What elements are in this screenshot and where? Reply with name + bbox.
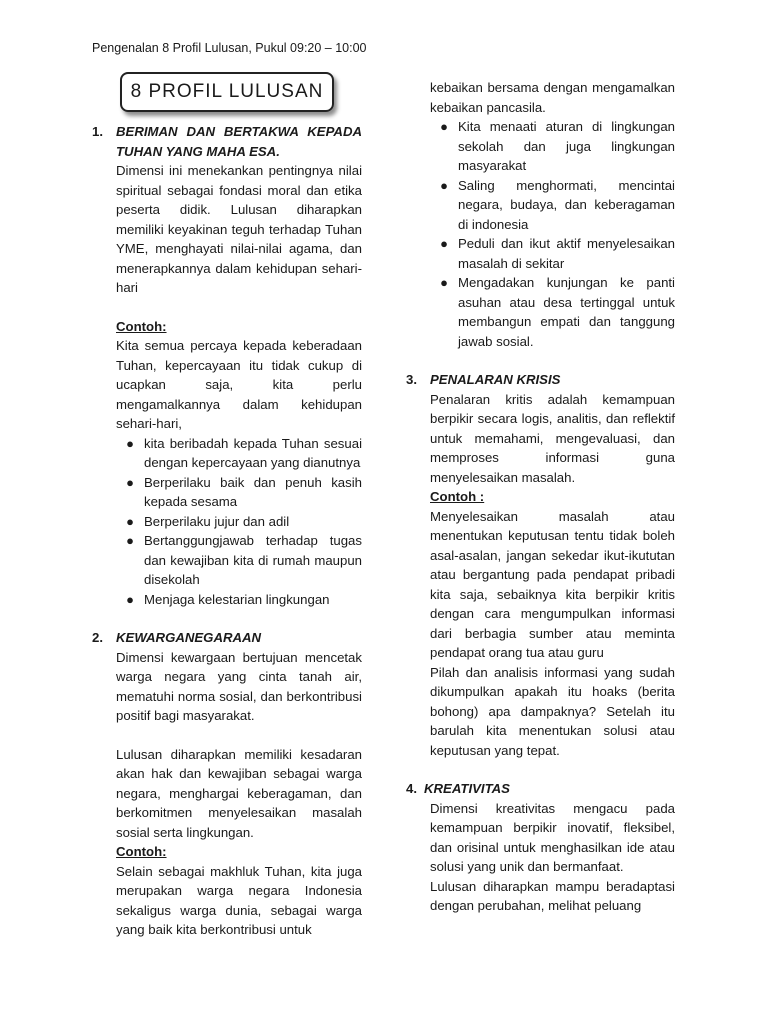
bullet-icon: ● — [126, 435, 134, 451]
bullet-icon: ● — [126, 591, 134, 607]
list-item: ● Saling menghormati, mencintai negara, budaya, dan keberagaman di indonesia — [430, 176, 675, 235]
bullet-icon: ● — [126, 513, 134, 529]
section-2-continued: kebaikan bersama dengan mengamalkan kebaikan pancasila. — [430, 80, 675, 115]
section-2-contoh-text: Selain sebagai makhluk Tuhan, kita juga merupakan warga negara Indonesia sekaligus warga dunia, sebagai warga yang baik kita berkontribusi untuk — [116, 863, 362, 937]
section-1-bullet-list — [92, 434, 362, 610]
contoh-label: Contoh: — [116, 318, 167, 334]
section-3-heading — [406, 370, 675, 390]
section-3-contoh-text: Menyelesaikan masalah atau menentukan keputusan tentu tidak boleh asal-asalan, jangan sekedar ikut-ikututan atau bergantung pada pendapat pribadi kita saja, sebaiknya kita berpikir kritis dengan cara mengumpulkan informasi dari berbagia sumber atau meminta pendapat orang tua atau guru — [430, 508, 675, 660]
section-1-paragraph: Dimensi ini menekankan pentingnya nilai spiritual sebagai fondasi moral dan etika peserta didik. Lulusan diharapkan memiliki keyakinan teguh terhadap Tuhan YME, menghayati nilai-nilai agama, dan menerapkannya dalam kehidupan sehari-hari — [116, 163, 362, 295]
bullet-icon: ● — [126, 533, 134, 548]
section-title: KEWARGANEGARAAN — [116, 630, 262, 645]
section-1-contoh-text: Kita semua percaya kepada keberadaan Tuhan, kepercayaan itu tidak cukup di ucapkan saja, kita perlu mengamalkannya dalam kehidupan sehari-hari, — [116, 338, 362, 431]
page-header: Pengenalan 8 Profil Lulusan, Pukul 09:20 – 10:00 — [92, 41, 367, 55]
list-item: ● Berperilaku baik dan penuh kasih kepada sesama — [116, 473, 362, 512]
right-column — [406, 78, 675, 916]
section-3-paragraph: Penalaran kritis adalah kemampuan berpikir secara logis, analitis, dan reflektif untuk memahami, mengevaluasi, dan memproses informasi guna menyelesaikan masalah. — [430, 391, 675, 485]
section-number: 1. — [92, 124, 103, 139]
section-4-paragraph-2: Lulusan diharapkan mampu beradaptasi dengan perubahan, melihat peluang — [430, 878, 675, 913]
section-number: 2. — [92, 630, 103, 645]
page-title: 8 PROFIL LULUSAN — [120, 72, 334, 112]
list-item: ● kita beribadah kepada Tuhan sesuai dengan kepercayaan yang dianutnya — [116, 434, 362, 473]
section-title: KREATIVITAS — [424, 781, 510, 796]
section-2-heading — [92, 628, 362, 648]
bullet-icon: ● — [440, 236, 448, 251]
section-1-heading — [92, 122, 362, 161]
section-2-paragraph: Dimensi kewargaan bertujuan mencetak warga negara yang cinta tanah air, mematuhi norma sosial, dan berkontribusi positif bagi masyarakat. — [116, 649, 362, 723]
contoh-label: Contoh: — [116, 844, 167, 859]
list-item: ● Mengadakan kunjungan ke panti asuhan atau desa tertinggal untuk membangun empati dan tanggung jawab sosial. — [430, 273, 675, 351]
section-title: BERIMAN DAN BERTAKWA KEPADA TUHAN YANG MAHA ESA. — [116, 124, 362, 159]
section-number: 3. — [406, 372, 417, 387]
section-number: 4. — [406, 781, 417, 796]
bullet-icon: ● — [126, 474, 134, 490]
section-4-paragraph: Dimensi kreativitas mengacu pada kemampuan berpikir inovatif, fleksibel, dan orisinal untuk menghasilkan ide atau solusi yang unik dan bermanfaat. — [430, 800, 675, 874]
list-item: ● Berperilaku jujur dan adil — [116, 512, 362, 532]
contoh-label: Contoh : — [430, 489, 485, 504]
bullet-icon: ● — [440, 275, 448, 290]
bullet-icon: ● — [440, 177, 448, 193]
section-3-paragraph-2: Pilah dan analisis informasi yang sudah dikumpulkan apakah itu hoaks (berita bohong) apa dampaknya? Setelah itu barulah kita menentukan solusi atau keputusan yang tepat. — [430, 664, 675, 758]
section-2-paragraph-2: Lulusan diharapkan memiliki kesadaran akan hak dan kewajiban sebagai warga negara, menghargai keberagaman, dan berkomitmen menyelesaikan masalah sosial serta lingkungan. — [116, 746, 362, 840]
list-item: ● Peduli dan ikut aktif menyelesaikan masalah di sekitar — [430, 234, 675, 273]
list-item: ● Menjaga kelestarian lingkungan — [116, 590, 362, 610]
section-4-heading — [406, 779, 675, 799]
list-item: ● Kita menaati aturan di lingkungan sekolah dan juga lingkungan masyarakat — [430, 117, 675, 176]
left-column — [92, 122, 362, 940]
section-title: PENALARAN KRISIS — [430, 372, 561, 387]
list-item: ● Bertanggungjawab terhadap tugas dan kewajiban kita di rumah maupun disekolah — [116, 531, 362, 590]
bullet-icon: ● — [440, 119, 448, 134]
section-2-bullet-list — [406, 117, 675, 351]
